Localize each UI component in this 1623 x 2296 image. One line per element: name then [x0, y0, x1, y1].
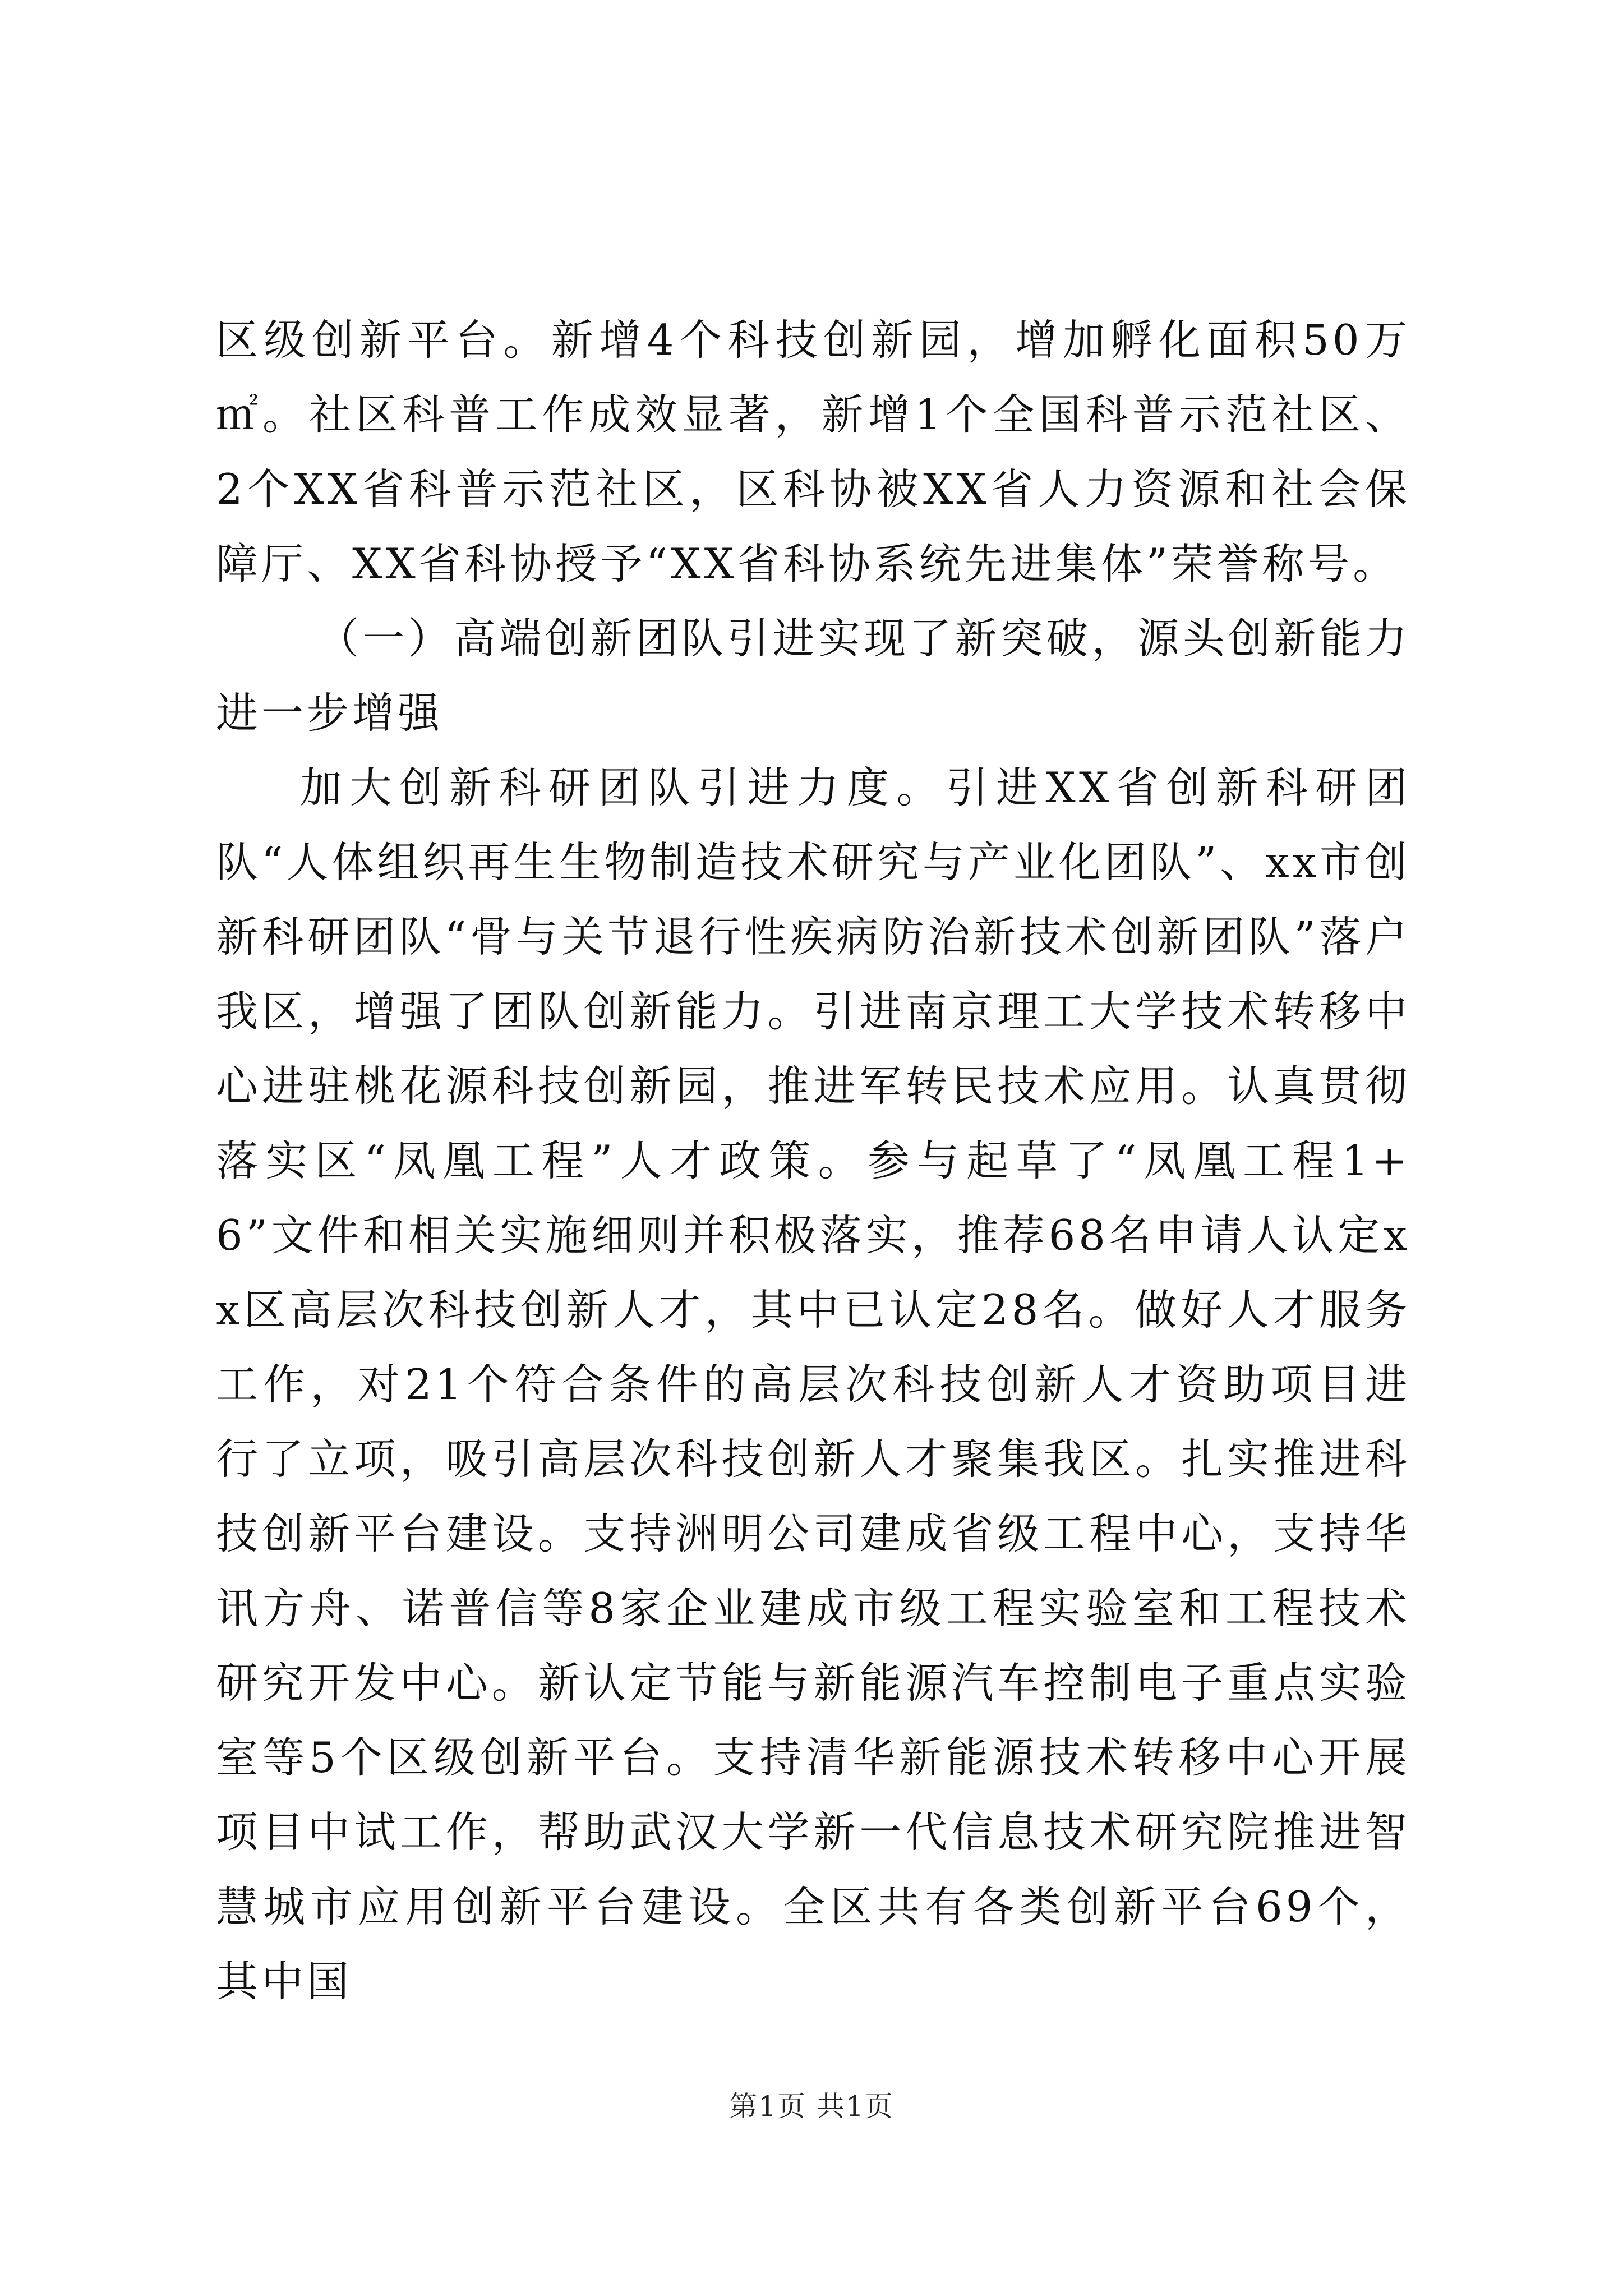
section-heading: （一）高端创新团队引进实现了新突破，源头创新能力进一步增强: [216, 614, 1410, 738]
paragraph-body: 加大创新科研团队引进力度。引进XX省创新科研团队“人体组织再生生物制造技术研究与产业化团队”、xx市创新科研团队“骨与关节退行性疾病防治新技术创新团队”落户我区，增强了团队创新能力。引进南京理工大学技术转移中心进驻桃花源科技创新园，推进军转民技术应用。认真贯彻落实区“凤凰工程”人才政策。参与起草了“凤凰工程1+6”文件和相关实施细则并积极落实，推荐68名申请人认定xx区高层次科技创新人才，其中已认定28名。做好人才服务工作，对21个符合条件的高层次科技创新人才资助项目进行了立项，吸引高层次科技创新人才聚集我区。扎实推进科技创新平台建设。支持洲明公司建成省级工程中心，支持华讯方舟、诺普信等8家企业建成市级工程实验室和工程技术研究开发中心。新认定节能与新能源汽车控制电子重点实验室等5个区级创新平台。支持清华新能源技术转移中心开展项目中试工作，帮助武汉大学新一代信息技术研究院推进智慧城市应用创新平台建设。全区共有各类创新平台69个，其中国: [216, 763, 1410, 2006]
page-footer: 第1页 共1页: [729, 2090, 894, 2123]
document-body: [216, 303, 1410, 2019]
paragraph-continuation: 区级创新平台。新增4个科技创新园，增加孵化面积50万㎡。社区科普工作成效显著，新增1个全国科普示范社区、2个XX省科普示范社区，区科协被XX省人力资源和社会保障厅、XX省科协授予“XX省科协系统先进集体”荣誉称号。: [216, 315, 1410, 588]
